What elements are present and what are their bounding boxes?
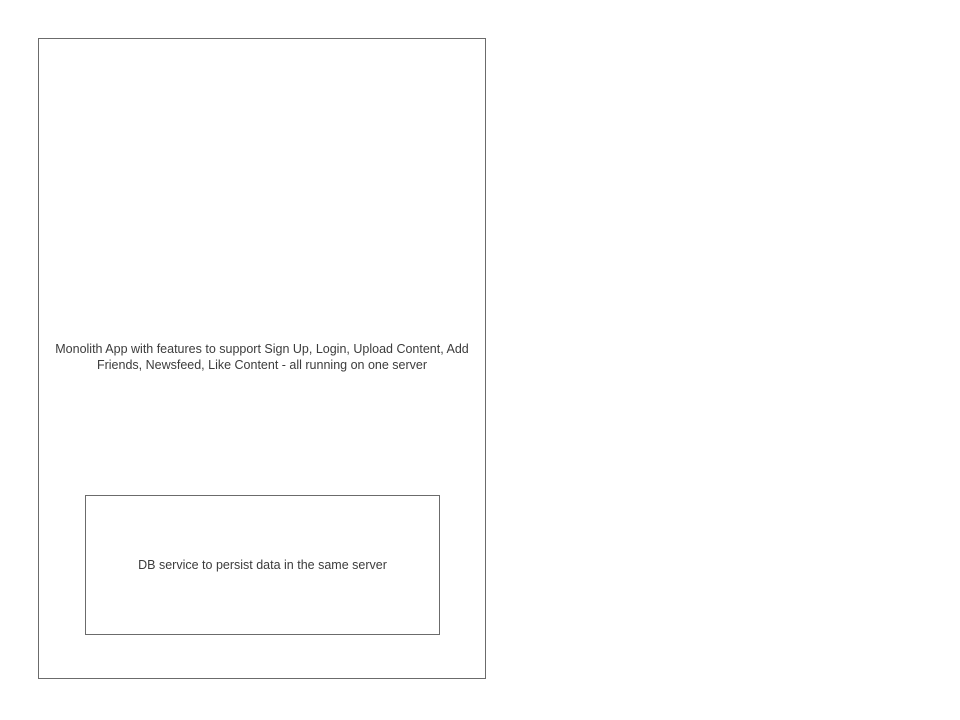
db-service-label: DB service to persist data in the same server — [138, 558, 387, 572]
db-service-node[interactable] — [85, 495, 440, 635]
monolith-app-label: Monolith App with features to support Sign Up, Login, Upload Content, Add Friends, Newsfeed, Like Content - all running on one server — [55, 342, 469, 372]
